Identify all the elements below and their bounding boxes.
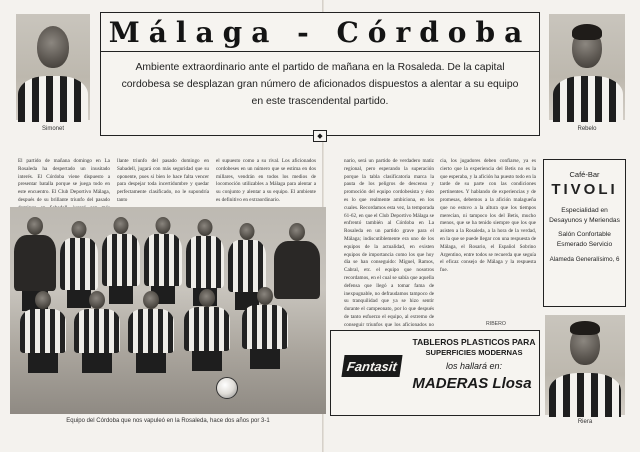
portrait-riera — [545, 315, 625, 415]
ornament-diamond: ◆ — [313, 130, 327, 142]
article-signature: RIBERO — [486, 321, 506, 327]
ad-fantasit-line4: MADERAS Llosa — [412, 375, 532, 392]
lead-paragraph: Ambiente extraordinario ante el partido de mañana en la Rosaleda. De la capital cordobesa se desplazan gran número de aficionados dispuestos a alentar a su equipo en este trascendental partido. — [100, 52, 540, 136]
player-front-3 — [128, 291, 174, 401]
player-front-5 — [242, 287, 288, 397]
ad-tivoli — [543, 159, 626, 307]
player-front-1 — [20, 291, 66, 401]
portrait-caption-right: Rebelo — [577, 126, 597, 132]
ad-tivoli-line1: Especialidad en — [561, 207, 608, 214]
ad-fantasit-line3: los hallará en: — [445, 361, 503, 371]
ad-fantasit-line1: TABLEROS PLASTICOS PARA — [412, 337, 536, 347]
ad-fantasit-line2: SUPERFICIES MODERNAS — [425, 348, 523, 357]
ad-fantasit — [330, 330, 540, 416]
portrait-caption-left: Simonet — [41, 126, 64, 132]
ad-tivoli-address: Alameda Generalísimo, 6 — [549, 256, 620, 263]
player-front-2 — [74, 291, 120, 401]
article-column-4: nario, será un partido de verdadero matiz regional, pero esperando la superación porque la tabla clasificatoria marca la pauta de los peligros de descenso y promoción del equipo cordobesista y ésto es lo que realmente ambiciona, en los cuales. Recordamos esta vez, la temporada 61-62, en que el Club Deportivo Málaga se enfrentó también al Córdoba en La Rosaleda en un partido grave para el Málaga; indiscutiblemente era uno de los equipos de la actualidad, en existen equipos de importancia como los que hoy día se han conseguido: Miguel, Ramos, Cabral, etc. el equipo que nosotros recordamos, en el cual se sabía que aquella defensa que llegó a tomar fama de inexpugnable, no defraudamos tampoco de su tranquilidad que ya se hizo sentir durante el campeonato, por lo que después de tanto esfuerzo el equipo, al extremo de conseguir triunfos que los aficionados no — [344, 158, 434, 328]
article-column-3: el supuesto como a su rival. Los aficionados cordobeses en un número que se estima en dos millares, vendrán en todos los medios de locomoción utilizables a Málaga para alentar a su conjunto y alentar a su equipo. El ambiente es definitivo en extraordinario. — [216, 158, 316, 203]
team-photo — [10, 207, 326, 414]
ad-fantasit-brand: Fantasit — [341, 355, 402, 377]
ad-tivoli-line3: Salón Confortable — [558, 231, 611, 238]
ad-tivoli-line2: Desayunos y Meriendas — [549, 217, 620, 224]
article-column-1: El partido de mañana domingo en La Rosaleda ha despertado un inusitado interés. El Córdoba viene dispuesto a presentar batalla porque se juega todo en este encuentro. El Club Deportivo Málaga, después de su brillante triunfo del pasado — [18, 158, 110, 203]
portrait-caption-bottom: Riera — [577, 419, 593, 425]
ad-tivoli-name: TIVOLI — [551, 181, 618, 198]
portrait-simonet — [16, 14, 90, 120]
article-column-5: cia, los jugadores deben confiarse, ya es cierto que la experiencia del Betis no es la que esperaba, y la afición ha puesto todo en la tarde de su parte con las condiciones pertinentes. Y hablando de experiencias y de promesas, debemos a la afición malagueña que no estuvo a la altura que los tiempos merecían, ni tampoco los del Betis, mucho menos, que se ha tenido siempre que los que asisten a la Rosaleda, a la hora de la verdad, en la que se puede llegar con una respuesta de Málaga, el Rosario, el Español Sobrino Argentino, entre todos se recuerda que seguía el eficaz consejo de Málaga y la respuesta fue. — [440, 158, 536, 274]
headline-box — [100, 12, 540, 52]
ad-tivoli-line4: Esmerado Servicio — [556, 241, 613, 248]
team-photo-caption: Equipo del Córdoba que nos vapuleó en la Rosaleda, hace dos años por 3-1 — [66, 418, 270, 424]
headline: Málaga - Córdoba — [108, 15, 532, 49]
article-column-2: llante triunfo del pasado domingo en Sabadell, jugará con más seguridad que su oponente, pues si bien le hace falta vencer para despejar toda incertidumbre y quedar perfectamente clasificado, no le supondría tanto — [117, 158, 209, 203]
ad-tivoli-top: Café-Bar — [569, 170, 600, 179]
portrait-rebelo — [549, 14, 625, 120]
football — [216, 377, 238, 399]
